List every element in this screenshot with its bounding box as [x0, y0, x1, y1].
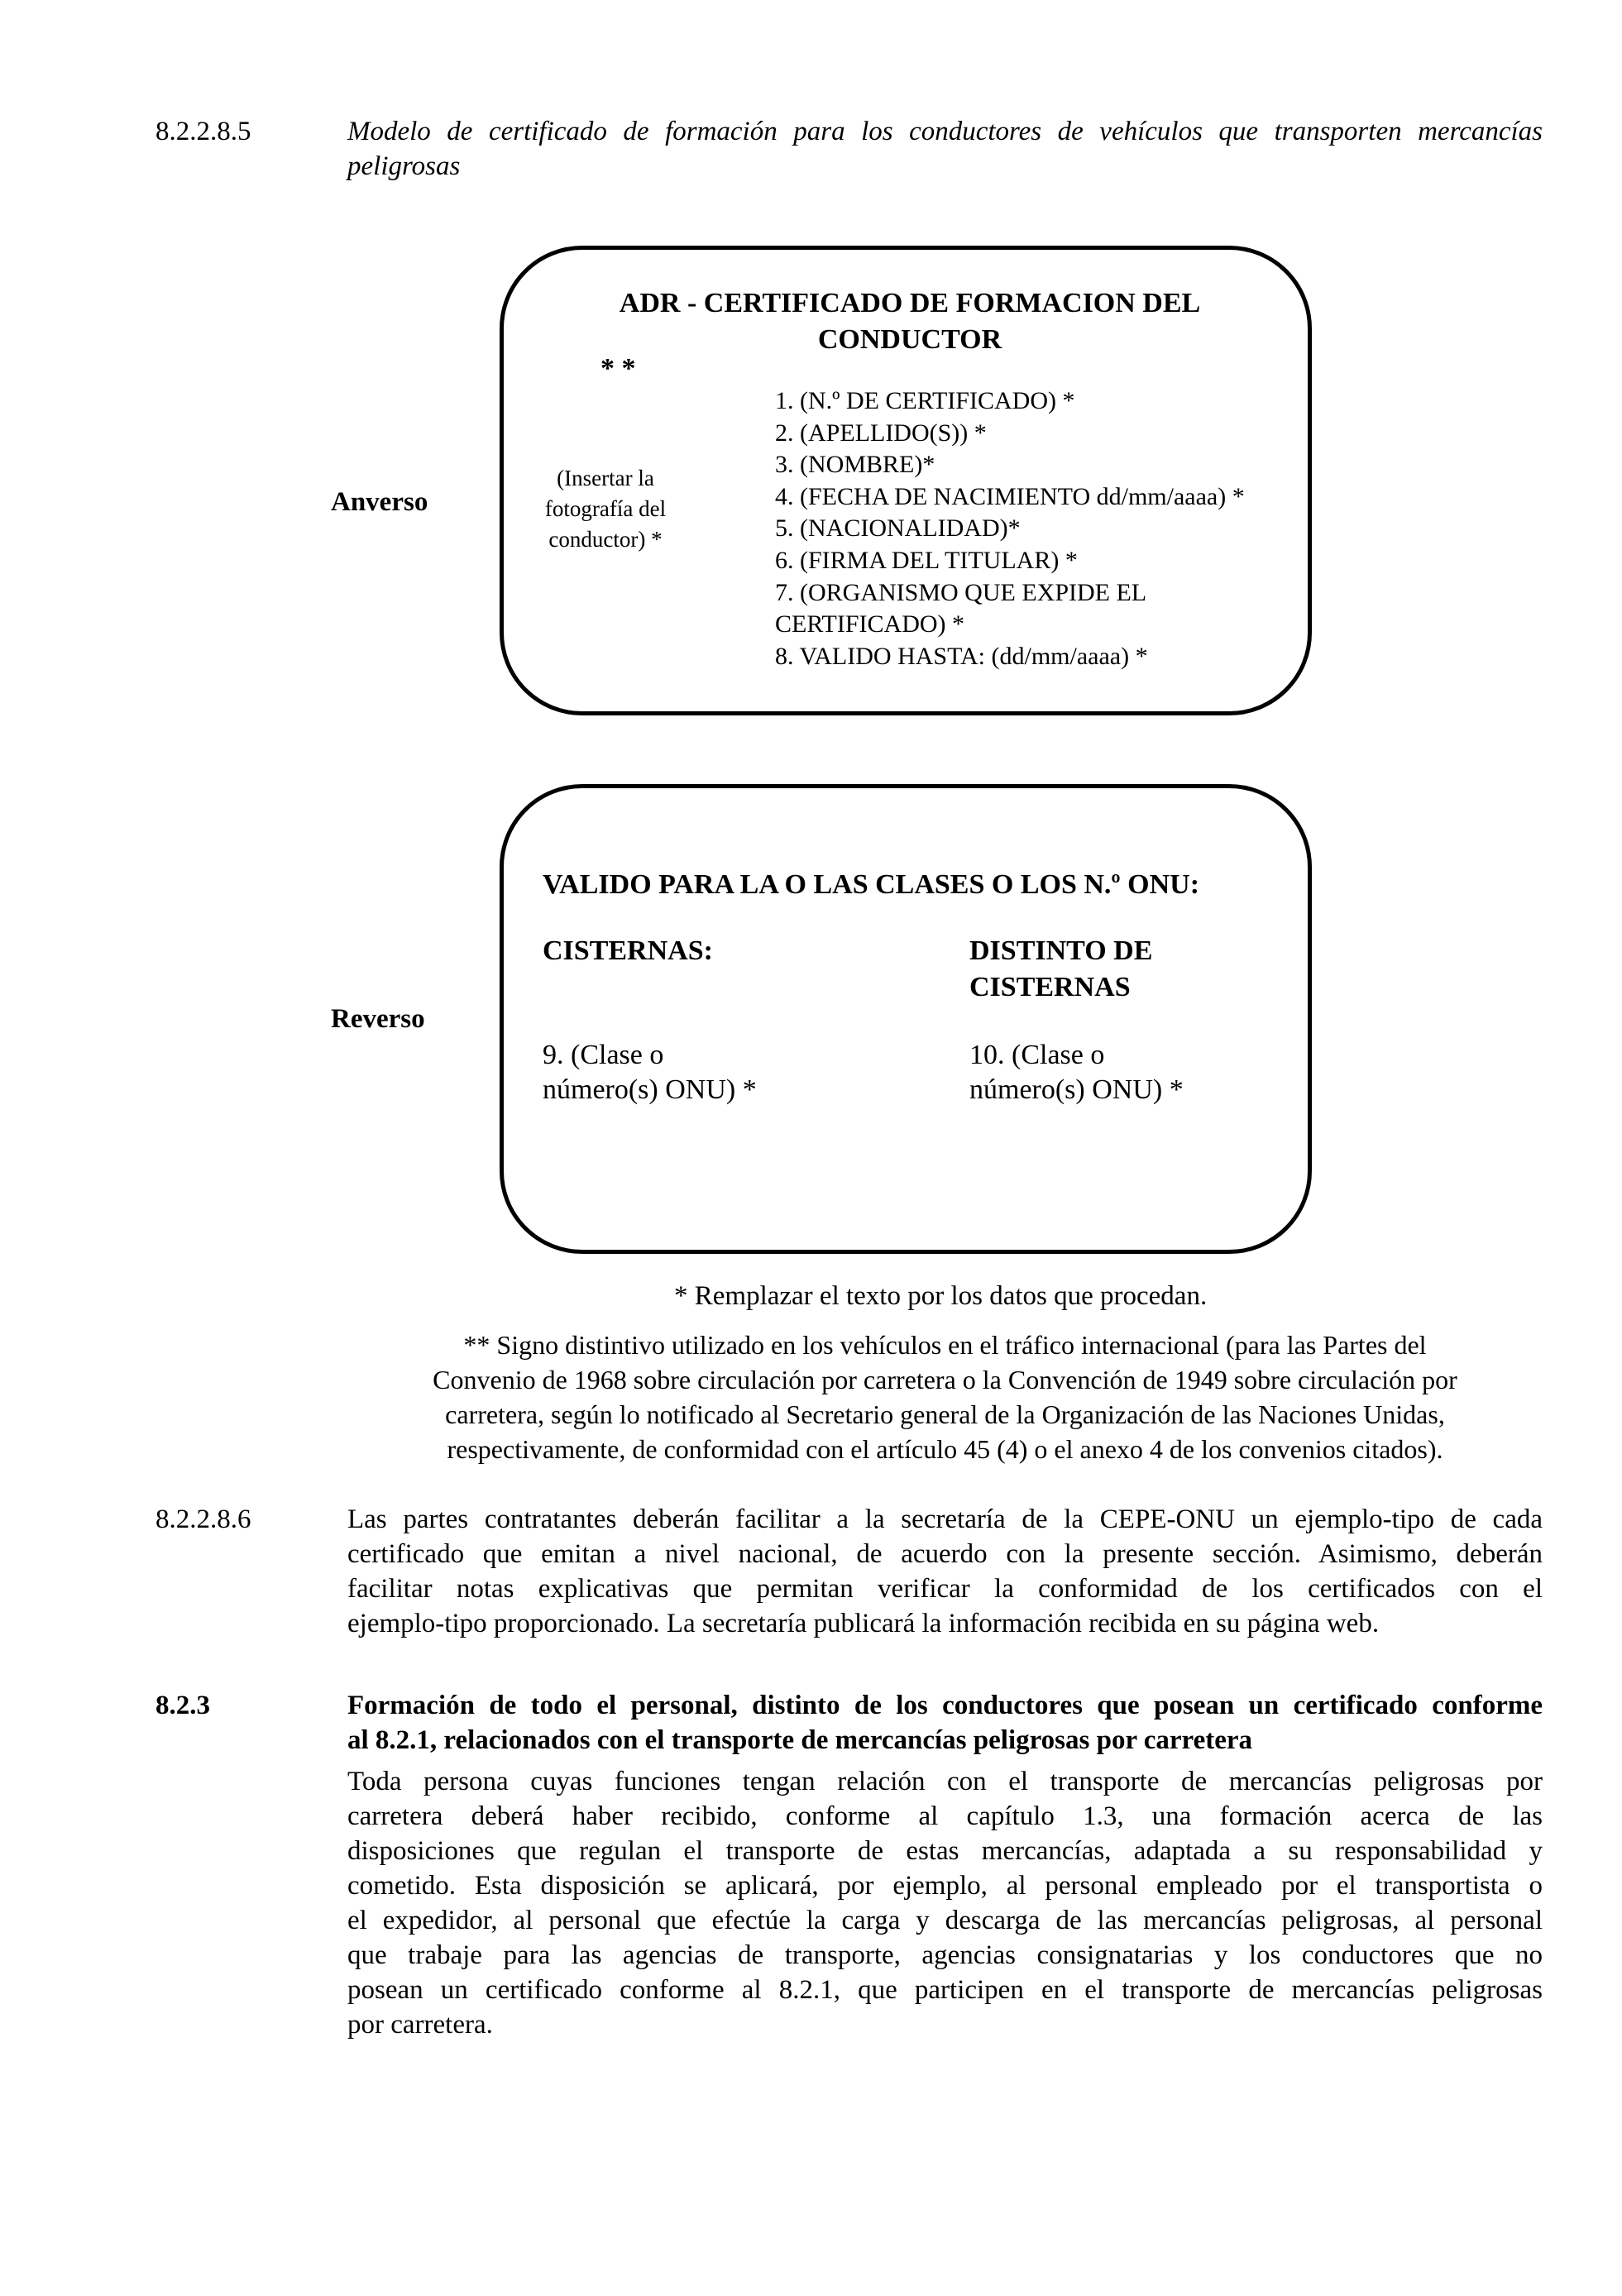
section-body-8228-6 — [347, 1502, 1543, 1641]
body-line: certificado que emitan a nivel nacional, de acuerdo con la presente sección. Asimismo, deberán — [347, 1539, 1543, 1569]
section-number-8228-6: 8.2.2.8.6 — [156, 1504, 251, 1534]
photo-placeholder-line: fotografía del — [544, 496, 667, 521]
note-line: respectivamente, de conformidad con el artículo 45 (4) o el anexo 4 de los convenios citados). — [447, 1434, 1443, 1464]
field-line: 10. (Clase o — [969, 1040, 1105, 1070]
distinctive-sign-mark: * * — [600, 353, 636, 384]
body-line: Las partes contratantes deberán facilitar a la secretaría de la CEPE-ONU un ejemplo-tipo de cada — [347, 1504, 1543, 1534]
body-line: facilitar notas explicativas que permitan verificar la conformidad de los certificados con el — [347, 1574, 1543, 1604]
body-line: Toda persona cuyas funciones tengan relación con el transporte de mercancías peligrosas por — [347, 1767, 1543, 1796]
section-title-8228-5 — [347, 114, 1543, 184]
body-line: cometido. Esta disposición se aplicará, por ejemplo, al personal empleado por el transportista o — [347, 1871, 1543, 1901]
photo-placeholder-line: (Insertar la — [557, 466, 654, 490]
certificate-fields — [775, 385, 1245, 672]
certificate-field: 7. (ORGANISMO QUE EXPIDE EL — [775, 578, 1147, 606]
title-line: Modelo de certificado de formación para los conductores de vehículos que transporten mercancías — [347, 117, 1543, 146]
body-line: el expedidor, al personal que efectúe la carga y descarga de las mercancías peligrosas, al personal — [347, 1906, 1543, 1935]
certificate-field: 6. (FIRMA DEL TITULAR) * — [775, 546, 1078, 574]
note-line: Convenio de 1968 sobre circulación por carretera o la Convención de 1949 sobre circulación por — [433, 1365, 1457, 1394]
title-line: Formación de todo el personal, distinto de los conductores que posean un certificado conforme — [347, 1691, 1543, 1720]
certificate-front-title — [571, 285, 1249, 358]
title-line: al 8.2.1, relacionados con el transporte de mercancías peligrosas por carretera — [347, 1725, 1253, 1755]
non-tanks-field — [969, 1038, 1184, 1107]
certificate-field: 2. (APELLIDO(S)) * — [775, 419, 987, 447]
note-line: carretera, según lo notificado al Secretario general de la Organización de las Naciones Unidas, — [445, 1399, 1445, 1429]
note-line: ** Signo distintivo utilizado en los vehículos en el tráfico internacional (para las Partes del — [463, 1330, 1427, 1360]
certificate-back-box — [500, 784, 1312, 1254]
tanks-field — [543, 1038, 757, 1107]
field-line: número(s) ONU) * — [543, 1074, 757, 1105]
certificate-field: 4. (FECHA DE NACIMIENTO dd/mm/aaaa) * — [775, 482, 1245, 510]
heading-line: DISTINTO DE — [969, 935, 1153, 966]
tanks-heading: CISTERNAS: — [543, 935, 713, 966]
title-line: CONDUCTOR — [817, 324, 1002, 355]
heading-line: CISTERNAS — [969, 972, 1131, 1002]
photo-placeholder-line: conductor) * — [548, 527, 663, 552]
back-heading: VALIDO PARA LA O LAS CLASES O LOS N.º ONU: — [543, 869, 1200, 900]
field-line: número(s) ONU) * — [969, 1074, 1184, 1105]
back-side-label: Reverso — [331, 1004, 425, 1034]
section-number-823: 8.2.3 — [156, 1691, 210, 1720]
body-line: carretera deberá haber recibido, conforme al capítulo 1.3, una formación acerca de las — [347, 1801, 1543, 1831]
front-side-label: Anverso — [331, 487, 428, 517]
note-distinctive-sign — [364, 1327, 1526, 1466]
field-line: 9. (Clase o — [543, 1040, 664, 1070]
certificate-field: CERTIFICADO) * — [775, 610, 965, 639]
section-title-823 — [347, 1688, 1543, 1758]
photo-placeholder — [523, 463, 688, 555]
certificate-field: 1. (N.º DE CERTIFICADO) * — [775, 387, 1075, 414]
section-number-8228-5: 8.2.2.8.5 — [156, 117, 251, 146]
body-line: posean un certificado conforme al 8.2.1, que participen en el transporte de mercancías peligrosas — [347, 1975, 1543, 2005]
body-line: ejemplo-tipo proporcionado. La secretaría publicará la información recibida en su página web. — [347, 1609, 1380, 1638]
note-replace-text: * Remplazar el texto por los datos que procedan. — [674, 1281, 1208, 1311]
title-line: ADR - CERTIFICADO DE FORMACION DEL — [619, 288, 1201, 318]
body-line: por carretera. — [347, 2010, 493, 2040]
certificate-field: 3. (NOMBRE)* — [775, 451, 935, 479]
section-body-823 — [347, 1764, 1543, 2042]
non-tanks-heading — [969, 933, 1152, 1006]
certificate-field: 8. VALIDO HASTA: (dd/mm/aaaa) * — [775, 642, 1148, 670]
title-line: peligrosas — [347, 151, 461, 181]
certificate-field: 5. (NACIONALIDAD)* — [775, 514, 1021, 543]
body-line: que trabaje para las agencias de transporte, agencias consignatarias y los conductores que no — [347, 1940, 1543, 1970]
body-line: disposiciones que regulan el transporte de estas mercancías, adaptada a su responsabilidad y — [347, 1836, 1543, 1866]
